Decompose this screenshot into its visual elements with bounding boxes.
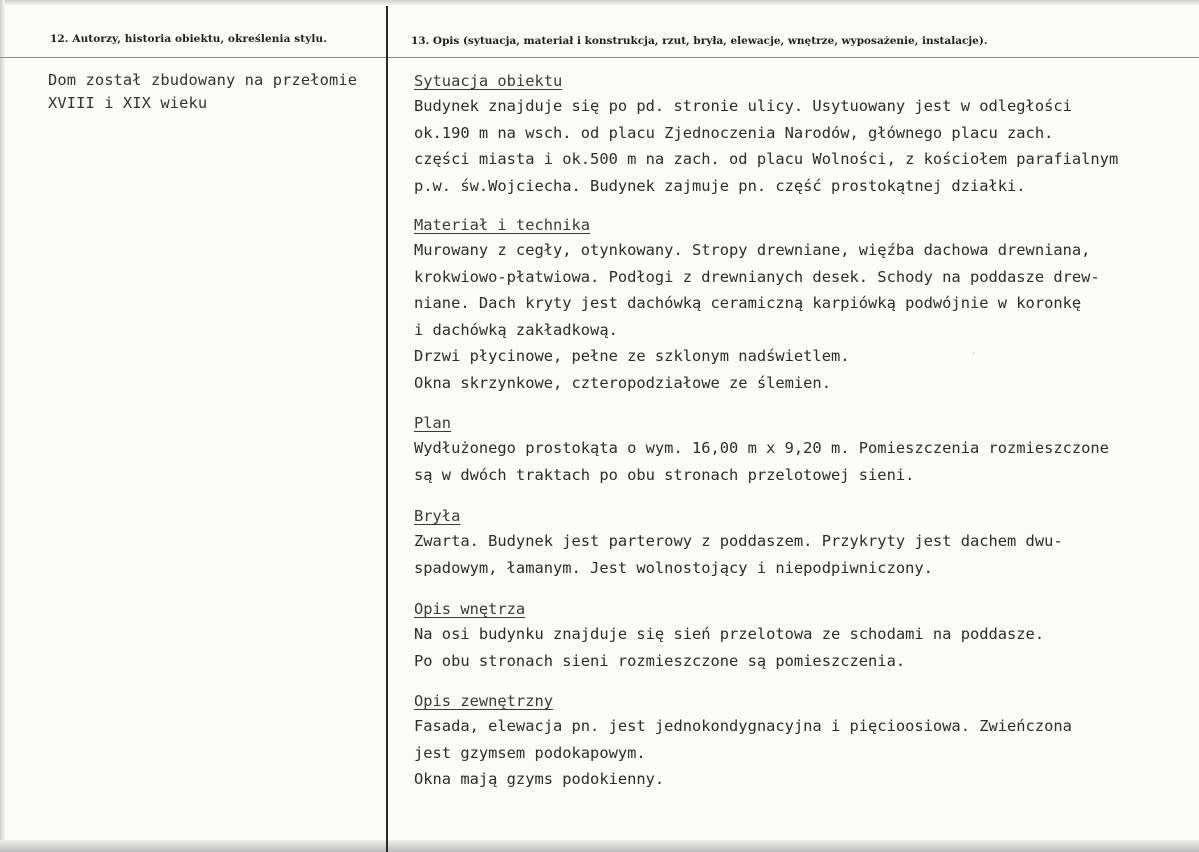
history-line: Dom został zbudowany na przełomie [48,71,358,89]
section-line: Drzwi płycinowe, pełne ze szklonym nadświetlem. [414,347,850,365]
page-edge-left [0,0,5,852]
section-heading: Opis wnętrza [414,600,526,618]
section-exterior [414,690,1072,793]
section-line: Na osi budynku znajduje się sień przelotowa ze schodami na poddasze. [414,625,1045,643]
section-heading: Materiał i technika [414,216,591,234]
history-line: XVIII i XIX wieku [48,94,208,112]
section-line: Po obu stronach sieni rozmieszczone są pomieszczenia. [414,651,906,670]
section-line: i dachówką zakładkową. [414,320,618,339]
header-rule [0,57,1199,58]
section-line: części miasta i ok.500 m na zach. od placu Wolności, z kościołem parafialnym [414,150,1119,168]
section-situation [414,70,1118,199]
section-interior [414,598,1044,674]
right-column-header: 13. Opis (sytuacja, materiał i konstrukcja, rzut, bryła, elewacje, wnętrze, wyposażenie, instalacje). [411,35,988,47]
section-line: Wydłużonego prostokąta o wym. 16,00 m x 9,20 m. Pomieszczenia rozmieszczone [414,439,1109,457]
section-line: p.w. św.Wojciecha. Budynek zajmuje pn. część prostokątnej działki. [414,176,1026,195]
section-line: krokwiowo-płatwiowa. Podłogi z drewnianych desek. Schody na poddasze drew- [414,267,1100,286]
section-line: Fasada, elewacja pn. jest jednokondygnacyjna i pięcioosiowa. Zwieńczona [414,717,1072,735]
section-material [414,214,1100,396]
section-line: Okna skrzynkowe, czteropodziałowe ze ślemien. [414,373,831,392]
section-heading: Bryła [414,507,461,525]
history-text [48,69,357,115]
section-heading: Sytuacja obiektu [414,72,563,90]
section-heading: Plan [414,414,452,432]
section-line: Okna mają gzyms podokienny. [414,770,665,788]
section-line: spadowym, łamanym. Jest wolnostojący i niepodpiwniczony. [414,558,933,577]
section-line: Zwarta. Budynek jest parterowy z poddaszem. Przykryty jest dachem dwu- [414,532,1063,550]
section-line: niane. Dach kryty jest dachówką ceramiczną karpiówką podwójnie w koronkę [414,294,1082,312]
left-column-header: 12. Autorzy, historia obiektu, określenia stylu. [50,33,328,45]
page-edge-top [0,0,1199,5]
section-line: jest gzymsem podokapowym. [414,743,646,762]
section-plan [414,412,1109,488]
column-divider [386,6,388,852]
section-line: Budynek znajduje się po pd. stronie ulicy. Usytuowany jest w odległości [414,97,1072,115]
section-line: ok.190 m na wsch. od placu Zjednoczenia Narodów, głównego placu zach. [414,123,1054,142]
section-line: są w dwóch traktach po obu stronach przelotowej sieni. [414,465,915,484]
section-line: Murowany z cegły, otynkowany. Stropy drewniane, więźba dachowa drewniana, [414,241,1091,259]
section-mass [414,505,1063,581]
page-edge-bottom [0,840,1199,852]
section-heading: Opis zewnętrzny [414,692,553,710]
